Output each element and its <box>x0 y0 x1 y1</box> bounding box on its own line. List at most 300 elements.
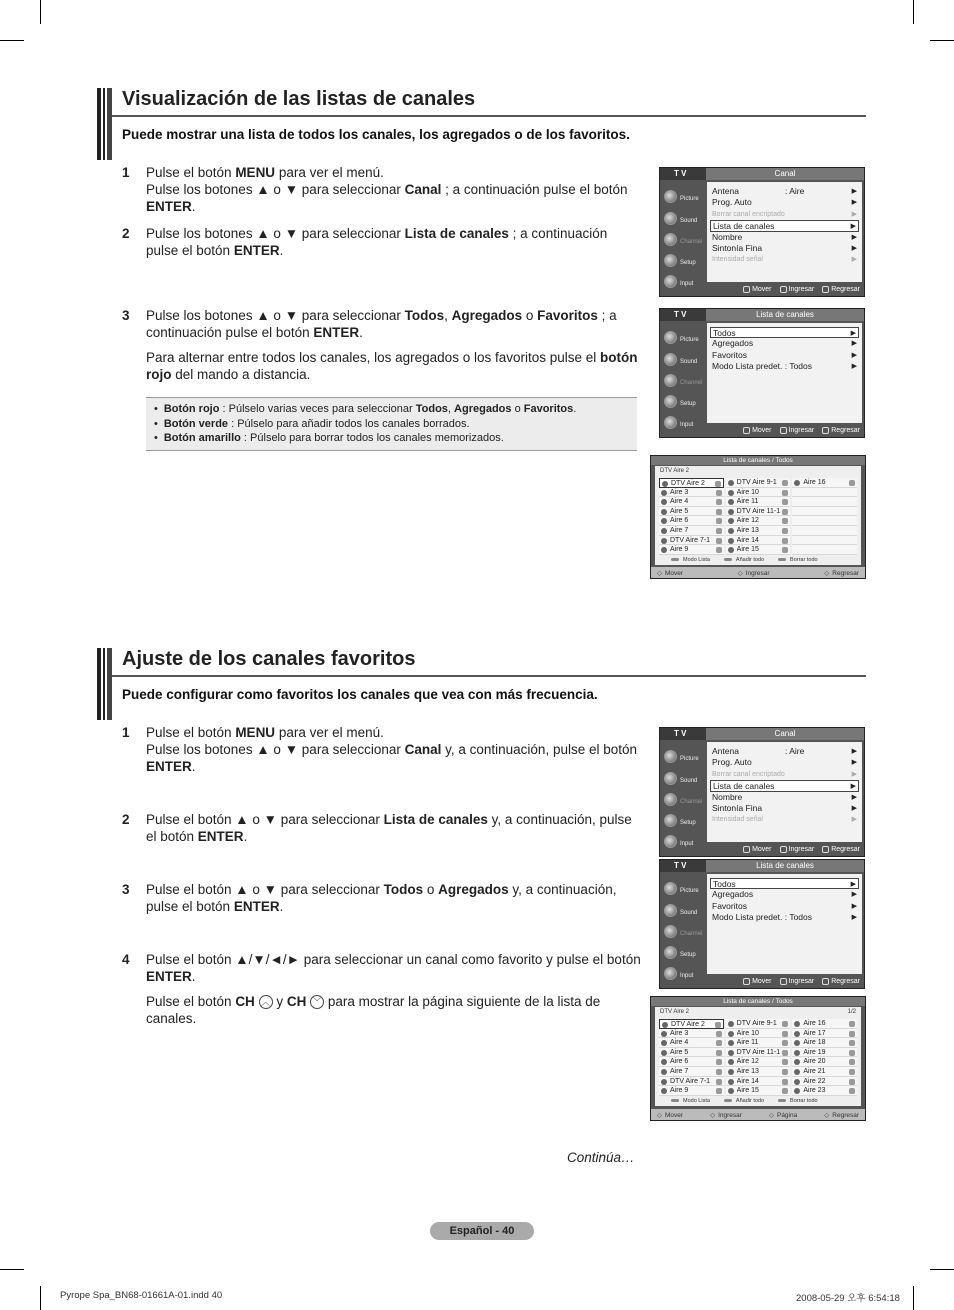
footer-hint <box>822 978 860 985</box>
channel-cell[interactable] <box>792 516 857 526</box>
channel-list-meta <box>655 466 861 478</box>
channel-cell[interactable] <box>659 1057 724 1067</box>
favorite-icon <box>716 490 722 496</box>
channel-cell[interactable] <box>659 1048 724 1058</box>
menu-item[interactable] <box>710 814 859 825</box>
channel-list-title: Lista de canales / Todos <box>651 997 865 1006</box>
channel-name: Aire 3 <box>670 488 689 496</box>
channel-status-icon <box>661 518 667 524</box>
remote-key-icon <box>780 286 787 293</box>
picture-icon <box>664 331 677 344</box>
footer-hint: ◇ Página <box>769 1111 797 1119</box>
channel-cell[interactable] <box>792 478 857 488</box>
menu-item-label: Sintonía Fina <box>712 242 763 253</box>
channel-cell[interactable] <box>726 526 791 536</box>
channel-status-icon <box>661 1079 667 1085</box>
channel-status-icon <box>661 499 667 505</box>
arrow-right-icon: ▶ <box>850 783 856 791</box>
menu-category <box>662 387 706 408</box>
menu-category <box>662 763 706 784</box>
category-label: Channel <box>680 798 703 805</box>
channel-cell[interactable] <box>726 488 791 498</box>
step-number: 3 <box>122 882 130 897</box>
channel-status-icon <box>728 509 734 515</box>
channel-status-icon <box>728 547 734 553</box>
channel-cell[interactable] <box>792 526 857 536</box>
channel-cell[interactable] <box>726 1029 791 1039</box>
step-number: 4 <box>122 952 130 967</box>
channel-subtitle: DTV Aire 2 <box>660 468 690 474</box>
category-label: Picture <box>680 337 699 344</box>
channel-cell[interactable] <box>792 1048 857 1058</box>
channel-name: Aire 5 <box>670 507 689 515</box>
channel-cell[interactable] <box>659 536 724 546</box>
channel-name: DTV Aire 9-1 <box>736 479 777 486</box>
arrow-right-icon: ▶ <box>851 244 857 252</box>
menu-item[interactable] <box>710 912 859 923</box>
footer-file: Pyrope Spa_BN68-01661A-01.indd 40 <box>60 1290 223 1301</box>
channel-name: Aire 17 <box>803 1029 826 1037</box>
menu-item-label: Nombre <box>712 231 743 242</box>
remote-key-icon <box>743 286 750 293</box>
channel-cell[interactable] <box>659 526 724 536</box>
channel-status-icon <box>794 1040 800 1046</box>
menu-item[interactable] <box>710 186 859 197</box>
menu-category <box>662 742 706 763</box>
favorite-icon <box>782 538 788 544</box>
favorite-icon <box>716 1088 722 1094</box>
channel-cell[interactable] <box>726 478 791 488</box>
menu-sidebar <box>662 323 706 429</box>
category-label: Picture <box>680 888 699 895</box>
tv-menu-canal <box>659 727 865 857</box>
step-number: 2 <box>122 812 130 827</box>
channel-status-icon <box>661 1031 667 1037</box>
legend-item: Añadir todo <box>724 1098 764 1104</box>
menu-item-label: Borrar canal encriptado <box>712 770 785 778</box>
menu-item[interactable] <box>710 327 859 338</box>
menu-list <box>707 874 862 974</box>
favorite-icon <box>716 1059 722 1065</box>
channel-name: DTV Aire 7-1 <box>670 536 711 544</box>
step-number: 1 <box>122 165 130 180</box>
menu-item[interactable] <box>710 338 859 349</box>
footer-hint <box>743 427 771 434</box>
menu-item-label: Agregados <box>712 338 754 349</box>
menu-footer <box>707 282 864 296</box>
channel-column <box>792 478 857 555</box>
menu-item[interactable] <box>710 746 859 757</box>
channel-cell[interactable] <box>792 1029 857 1039</box>
footer-hint <box>822 846 860 853</box>
section-intro: Puede mostrar una lista de todos los canales, los agregados o de los favoritos. <box>122 127 630 142</box>
step-text: Pulse los botones ▲ o ▼ para seleccionar Lista de canales ; a continuación pulse el botón ENTER. <box>146 226 608 258</box>
section-intro: Puede configurar como favoritos los canales que vea con más frecuencia. <box>122 687 598 702</box>
channel-status-icon <box>794 1069 800 1075</box>
channel-name: Aire 20 <box>803 1058 826 1066</box>
menu-item-label: Agregados <box>712 889 754 900</box>
menu-item[interactable] <box>710 243 859 254</box>
step-number: 3 <box>122 308 130 323</box>
menu-category <box>662 246 706 267</box>
channel-name: Aire 13 <box>736 1067 759 1075</box>
channel-cell[interactable] <box>792 1077 857 1087</box>
remote-key-icon <box>780 978 787 985</box>
channel-cell[interactable] <box>792 1057 857 1067</box>
favorite-icon <box>782 518 788 524</box>
arrow-right-icon: ▶ <box>851 891 857 899</box>
channel-status-icon <box>728 1021 734 1027</box>
channel-list-title: Lista de canales / Todos <box>651 456 865 465</box>
category-label: Sound <box>680 777 698 784</box>
channel-status-icon <box>661 1050 667 1056</box>
channel-name: Aire 13 <box>736 526 759 534</box>
arrow-right-icon: ▶ <box>850 330 856 337</box>
arrow-right-icon: ▶ <box>851 902 857 910</box>
menu-item-label: Sintonía Fina <box>712 802 763 813</box>
category-label: Setup <box>680 820 696 827</box>
menu-item[interactable] <box>710 254 859 265</box>
channel-status-icon <box>661 1059 667 1065</box>
step-text: Pulse el botón MENU para ver el menú. Pulse los botones ▲ o ▼ para seleccionar Canal ; a continuación pulse el botón ENTER. <box>146 165 628 214</box>
favorite-icon <box>782 509 788 515</box>
hint-label: Mover <box>752 285 772 293</box>
section-rule <box>112 115 866 117</box>
channel-name: Aire 7 <box>670 1067 689 1075</box>
category-label: Sound <box>680 358 698 365</box>
remote-key-icon <box>822 427 829 434</box>
arrow-right-icon: ▶ <box>851 816 857 824</box>
hint-label: Mover <box>752 426 772 434</box>
channel-name: Aire 15 <box>736 1087 759 1095</box>
menu-item[interactable] <box>710 757 859 768</box>
footer-hint: ◇ Ingresar <box>710 1111 742 1119</box>
step-3 <box>122 881 642 915</box>
menu-item[interactable] <box>710 220 859 231</box>
channel-column <box>792 1019 857 1096</box>
channel-cell[interactable] <box>659 507 724 517</box>
remote-key-icon <box>822 978 829 985</box>
hint-label: Ingresar <box>788 426 815 434</box>
note-item: • Botón verde : Púlselo para añadir todos los canales borrados. <box>154 417 629 432</box>
channel-status-icon <box>794 1059 800 1065</box>
favorite-icon <box>715 481 721 487</box>
channel-name: Aire 15 <box>736 546 759 554</box>
favorite-icon <box>782 1021 788 1027</box>
channel-cell[interactable] <box>659 488 724 498</box>
favorite-icon <box>716 499 722 505</box>
arrow-right-icon: ▶ <box>851 340 857 348</box>
footer-hint <box>780 286 815 293</box>
channel-name: Aire 4 <box>670 1039 689 1047</box>
channel-list-screen <box>650 455 866 579</box>
channel-list-body <box>655 1007 861 1106</box>
favorite-icon <box>849 1059 855 1065</box>
channel-name: Aire 9 <box>670 546 689 554</box>
channel-status-icon <box>794 1031 800 1037</box>
channel-name: Aire 10 <box>736 488 759 496</box>
favorite-icon <box>782 490 788 496</box>
setup-icon <box>664 395 677 408</box>
favorite-icon <box>782 1040 788 1046</box>
channel-name: Aire 23 <box>803 1087 826 1095</box>
remote-key-icon <box>780 427 787 434</box>
channel-cell[interactable] <box>659 478 724 488</box>
favorite-icon <box>782 1069 788 1075</box>
menu-item[interactable] <box>710 889 859 900</box>
channel-cell[interactable] <box>726 1038 791 1048</box>
section-title: Ajuste de los canales favoritos <box>122 648 416 670</box>
channel-cell[interactable] <box>726 497 791 507</box>
favorite-icon <box>849 1079 855 1085</box>
channel-cell[interactable] <box>726 1067 791 1077</box>
channel-column <box>726 478 791 555</box>
category-label: Input <box>680 973 694 980</box>
channel-cell[interactable] <box>659 545 724 555</box>
menu-item-label: Nombre <box>712 791 743 802</box>
menu-title: Canal <box>706 728 864 740</box>
favorite-icon <box>716 518 722 524</box>
hint-label: Ingresar <box>788 845 815 853</box>
footer-hint: ◇ Regresar <box>824 1111 859 1119</box>
picture-icon <box>664 190 677 203</box>
channel-cell[interactable] <box>659 1038 724 1048</box>
tv-menu-lista <box>659 308 865 438</box>
menu-item-label: Antena <box>712 746 739 756</box>
channel-status-icon <box>728 1059 734 1065</box>
menu-category <box>662 267 706 288</box>
channel-cell[interactable] <box>792 536 857 546</box>
menu-item[interactable] <box>710 901 859 912</box>
channel-cell[interactable] <box>659 1029 724 1039</box>
step-2 <box>122 225 642 259</box>
menu-item-label: Favoritos <box>712 349 747 360</box>
picture-icon <box>664 750 677 763</box>
menu-item[interactable] <box>710 780 859 791</box>
favorite-icon <box>716 1050 722 1056</box>
channel-name: DTV Aire 9-1 <box>736 1020 777 1027</box>
category-label: Input <box>680 281 694 288</box>
menu-item[interactable] <box>710 232 859 243</box>
menu-item-value: : Aire <box>785 746 805 756</box>
step-number: 2 <box>122 226 130 241</box>
channel-name: Aire 14 <box>736 1077 759 1085</box>
step-1 <box>122 724 642 775</box>
channel-cell[interactable] <box>659 1019 724 1029</box>
input-icon <box>664 275 677 288</box>
channel-cell[interactable] <box>792 1086 857 1096</box>
channel-status-icon <box>661 1040 667 1046</box>
menu-sidebar <box>662 742 706 848</box>
tv-menu-canal <box>659 167 865 297</box>
menu-category <box>662 895 706 916</box>
channel-cell[interactable] <box>726 516 791 526</box>
channel-status-icon <box>661 538 667 544</box>
menu-header <box>660 309 864 321</box>
channel-name: Aire 4 <box>670 498 689 506</box>
channel-grid <box>655 478 861 555</box>
arrow-right-icon: ▶ <box>851 256 857 264</box>
menu-category <box>662 959 706 980</box>
channel-status-icon <box>728 1069 734 1075</box>
menu-title: Lista de canales <box>706 860 864 872</box>
legend-item: Modo Lista <box>671 557 710 563</box>
channel-name: Aire 11 <box>736 498 759 506</box>
menu-category <box>662 182 706 203</box>
menu-item-label: Modo Lista predet. : Todos <box>712 361 813 372</box>
menu-item-label: Intensidad señal <box>712 256 763 264</box>
menu-item-label: Antena <box>712 186 739 196</box>
remote-key-icon <box>743 846 750 853</box>
hint-label: Regresar <box>831 977 860 985</box>
arrow-right-icon: ▶ <box>850 223 856 231</box>
arrow-right-icon: ▶ <box>851 188 857 195</box>
channel-cell[interactable] <box>726 545 791 555</box>
menu-title: Lista de canales <box>706 309 864 321</box>
channel-icon <box>664 233 677 246</box>
menu-list <box>707 742 862 842</box>
menu-item[interactable] <box>710 197 859 208</box>
footer-hint <box>743 846 771 853</box>
menu-item[interactable] <box>710 350 859 361</box>
menu-title: Canal <box>706 168 864 180</box>
channel-cell[interactable] <box>792 497 857 507</box>
sound-icon <box>664 353 677 366</box>
footer-hint <box>822 427 860 434</box>
setup-icon <box>664 946 677 959</box>
favorite-icon <box>849 1021 855 1027</box>
channel-name: Aire 3 <box>670 1029 689 1037</box>
channel-cell[interactable] <box>659 516 724 526</box>
footer-hint: ◇ Mover <box>657 569 683 577</box>
favorite-icon <box>716 1079 722 1085</box>
arrow-right-icon: ▶ <box>850 881 856 888</box>
channel-status-icon <box>662 1022 668 1028</box>
input-icon <box>664 416 677 429</box>
crop-mark <box>0 40 24 41</box>
remote-key-icon <box>743 978 750 985</box>
channel-cell[interactable] <box>792 1038 857 1048</box>
step-number: 1 <box>122 725 130 740</box>
section-bar <box>97 648 112 720</box>
channel-cell[interactable] <box>792 1067 857 1077</box>
remote-key-icon <box>743 427 750 434</box>
favorite-icon <box>849 1069 855 1075</box>
menu-sidebar <box>662 182 706 288</box>
menu-category <box>662 408 706 429</box>
footer-hint: ◇ Regresar <box>824 569 859 577</box>
menu-item[interactable] <box>710 878 859 889</box>
channel-status-icon <box>728 1040 734 1046</box>
continued-label: Continúa… <box>567 1150 635 1165</box>
channel-cell[interactable] <box>726 1019 791 1029</box>
channel-cell[interactable] <box>792 507 857 517</box>
channel-cell[interactable] <box>726 1048 791 1058</box>
channel-status-icon <box>728 499 734 505</box>
arrow-right-icon: ▶ <box>851 233 857 241</box>
category-label: Channel <box>680 238 703 245</box>
favorite-icon <box>715 1022 721 1028</box>
channel-list-screen <box>650 996 866 1121</box>
crop-mark <box>930 1269 954 1270</box>
step-text: Pulse el botón ▲ o ▼ para seleccionar Todos o Agregados y, a continuación, pulse el botón ENTER. <box>146 882 617 914</box>
channel-cell[interactable] <box>659 1077 724 1087</box>
channel-cell[interactable] <box>792 488 857 498</box>
category-label: Setup <box>680 260 696 267</box>
favorite-icon <box>782 1079 788 1085</box>
channel-name: DTV Aire 2 <box>671 1021 705 1028</box>
menu-header <box>660 168 864 180</box>
menu-item-label: Prog. Auto <box>712 197 752 208</box>
menu-item-label: Borrar canal encriptado <box>712 210 785 218</box>
menu-category <box>662 366 706 387</box>
section-title: Visualización de las listas de canales <box>122 88 476 110</box>
channel-name: Aire 6 <box>670 1058 689 1066</box>
channel-cell[interactable] <box>659 1067 724 1077</box>
remote-key-icon <box>822 846 829 853</box>
arrow-right-icon: ▶ <box>851 748 857 755</box>
menu-header <box>660 860 864 872</box>
channel-icon <box>664 925 677 938</box>
channel-name: Aire 14 <box>736 536 759 544</box>
hint-label: Regresar <box>831 845 860 853</box>
menu-item[interactable] <box>710 769 859 780</box>
channel-cell[interactable] <box>726 1057 791 1067</box>
arrow-right-icon: ▶ <box>851 199 857 207</box>
category-label: Sound <box>680 909 698 916</box>
menu-item[interactable] <box>710 803 859 814</box>
channel-cell[interactable] <box>659 497 724 507</box>
channel-subtitle: DTV Aire 2 <box>660 1009 690 1015</box>
menu-category <box>662 344 706 365</box>
menu-item-label: Todos <box>713 879 736 889</box>
menu-item[interactable] <box>710 792 859 803</box>
channel-cell[interactable] <box>792 545 857 555</box>
channel-cell[interactable] <box>726 1086 791 1096</box>
category-label: Input <box>680 422 694 429</box>
crop-mark <box>40 1286 41 1310</box>
note-item: • Botón amarillo : Púlselo para borrar todos los canales memorizados. <box>154 431 629 446</box>
menu-item[interactable] <box>710 209 859 220</box>
menu-list <box>707 323 862 423</box>
menu-item[interactable] <box>710 361 859 372</box>
favorite-icon <box>849 480 855 486</box>
channel-cell[interactable] <box>726 536 791 546</box>
crop-mark <box>40 0 41 24</box>
favorite-icon <box>849 1050 855 1056</box>
channel-cell[interactable] <box>726 507 791 517</box>
note-box <box>146 397 637 451</box>
footer-hint <box>822 286 860 293</box>
channel-name: Aire 11 <box>736 1039 759 1047</box>
hint-label: Mover <box>752 845 772 853</box>
favorite-icon <box>716 528 722 534</box>
crop-mark <box>913 1286 914 1310</box>
channel-cell[interactable] <box>726 1077 791 1087</box>
channel-cell[interactable] <box>792 1019 857 1029</box>
crop-mark <box>0 1269 24 1270</box>
channel-name: Aire 16 <box>803 1020 826 1027</box>
crop-mark <box>930 40 954 41</box>
channel-status-icon <box>661 1069 667 1075</box>
channel-cell[interactable] <box>659 1086 724 1096</box>
channel-status-icon <box>661 490 667 496</box>
hint-label: Ingresar <box>788 285 815 293</box>
footer-hint: ◇ Mover <box>657 1111 683 1119</box>
channel-status-icon <box>728 518 734 524</box>
section-bar <box>97 88 112 160</box>
channel-status-icon <box>794 1079 800 1085</box>
